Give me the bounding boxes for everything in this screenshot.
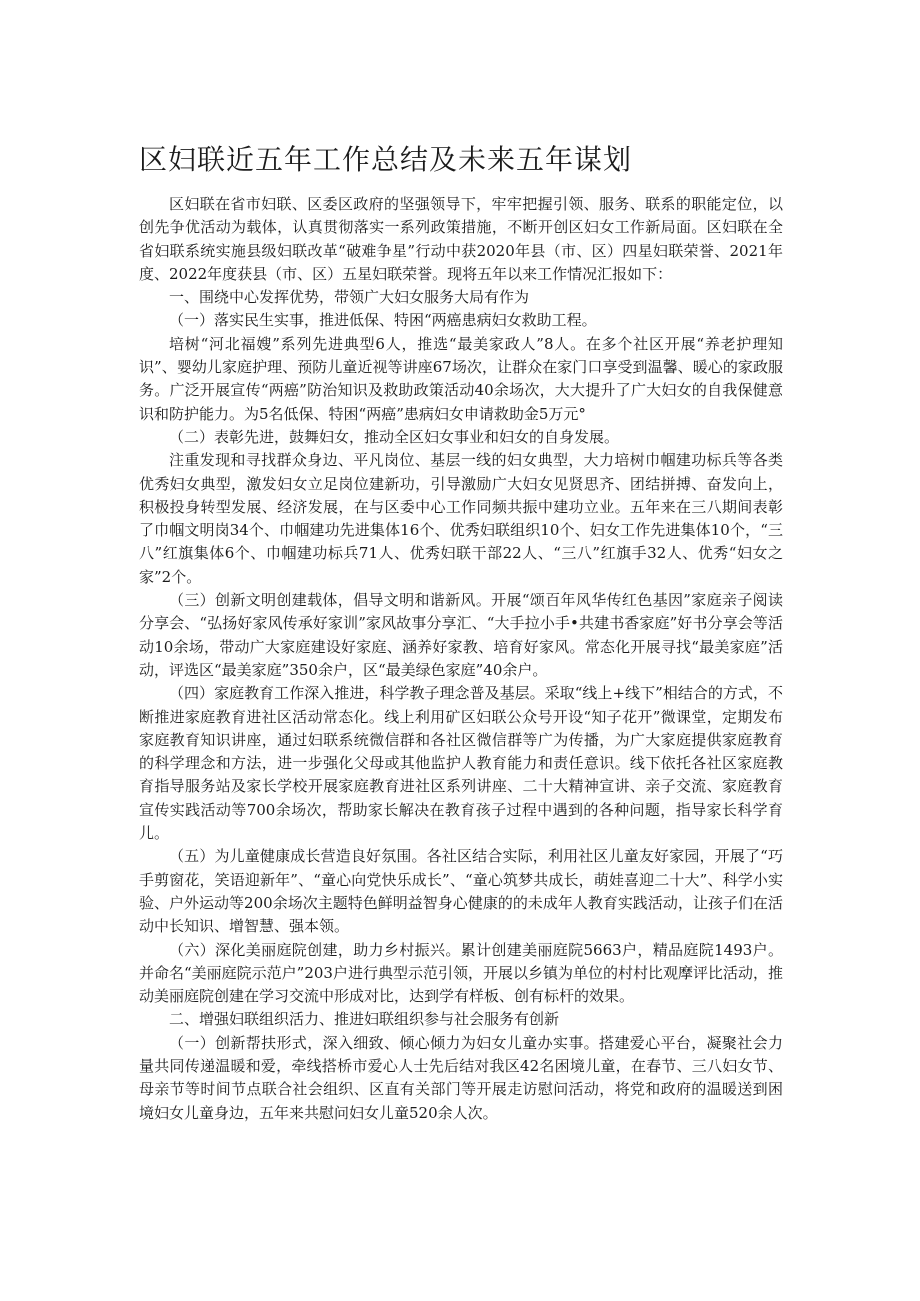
subsection-paragraph-1-4: （四）家庭教育工作深入推进，科学教子理念普及基层。采取“线上+线下”相结合的方式，不断推进家庭教育进社区活动常态化。线上利用矿区妇联公众号开设“知子花开”微课堂，定期发布家庭教育知识讲座，通过妇联系统微信群和各社区微信群等广为传播，为广大家庭提供家庭教育的科学理念和方法，进一步强化父母或其他监护人教育能力和责任意识。线下依托各社区家庭教育指导服务站及家长学校开展家庭教育进社区系列讲座、二十大精神宣讲、亲子交流、家庭教育宣传实践活动等700余场次，帮助家长解决在教育孩子过程中遇到的各种问题，指导家长科学育儿。	[139, 684, 783, 843]
subsection-paragraph-1-3: （三）创新文明创建载体，倡导文明和谐新风。开展“颂百年风华传红色基因”家庭亲子阅读分享会、“弘扬好家风传承好家训”家风故事分享汇、“大手拉小手•共建书香家庭”好书分享会等活动10余场，带动广大家庭建设好家庭、涵养好家教、培育好家风。常态化开展寻找“最美家庭”活动，评选区“最美家庭”350余户，区“最美绿色家庭”40余户。	[139, 591, 783, 679]
subsection-heading-1-1: （一）落实民生实事，推进低保、特困“两癌患病妇女救助工程。	[169, 311, 597, 330]
subsection-paragraph-1-6: （六）深化美丽庭院创建，助力乡村振兴。累计创建美丽庭院5663户，精品庭院1493户。并命名“美丽庭院示范户”203户进行典型示范引领，开展以乡镇为单位的村村比观摩评比活动，推动美丽庭院创建在学习交流中形成对比，达到学有样板、创有标杆的效果。	[139, 940, 783, 1006]
subsection-paragraph-2-1: （一）创新帮扶形式，深入细致、倾心倾力为妇女儿童办实事。搭建爱心平台，凝聚社会力量共同传递温暖和爱，牵线搭桥市爱心人士先后结对我区42名困境儿童，在春节、三八妇女节、母亲节等时间节点联合社会组织、区直有关部门等开展走访慰问活动，将党和政府的温暖送到困境妇女儿童身边，五年来共慰问妇女儿童520余人次。	[139, 1033, 783, 1122]
subsection-heading-1-2: （二）表彰先进，鼓舞妇女，推动全区妇女事业和妇女的自身发展。	[169, 427, 620, 446]
body-paragraph: 培树“河北福嫂”系列先进典型6人，推选“最美家政人”8人。在多个社区开展“养老护理知识”、婴幼儿家庭护理、预防儿童近视等讲座67场次，让群众在家门口享受到温馨、暖心的家政服务。广泛开展宣传“两癌”防治知识及救助政策活动40余场次，大大提升了广大妇女的自我保健意识和防护能力。为5名低保、特困“两癌”患病妇女申请救助金5万元°	[139, 334, 783, 423]
document-body	[139, 193, 783, 1125]
intro-paragraph: 区妇联在省市妇联、区委区政府的坚强领导下，牢牢把握引领、服务、联系的职能定位，以创先争优活动为载体，认真贯彻落实一系列政策措施，不断开创区妇女工作新局面。区妇联在全省妇联系统实施县级妇联改革“破难争星”行动中获2020年县（市、区）四星妇联荣誉、2021年度、2022年度获县（市、区）五星妇联荣誉。现将五年以来工作情况汇报如下：	[139, 195, 783, 283]
section-heading-1: 一、围绕中心发挥优势，带领广大妇女服务大局有作为	[169, 288, 530, 307]
body-paragraph: 注重发现和寻找群众身边、平凡岗位、基层一线的妇女典型，大力培树巾帼建功标兵等各类优秀妇女典型，激发妇女立足岗位建新功，引导激励广大妇女见贤思齐、团结拼搏、奋发向上，积极投身转型发展、经济发展，在与区委中心工作同频共振中建功立业。五年来在三八期间表彰了巾帼文明岗34个、巾帼建功先进集体16个、优秀妇联组织10个、妇女工作先进集体10个，“三八”红旗集体6个、巾帼建功标兵71人、优秀妇联干部22人、“三八”红旗手32人、优秀“妇女之家”2个。	[139, 451, 783, 586]
subsection-paragraph-1-5: （五）为儿童健康成长营造良好氛围。各社区结合实际，利用社区儿童友好家园，开展了“巧手剪窗花，笑语迎新年”、“童心向党快乐成长”、“童心筑梦共成长，萌娃喜迎二十大”、科学小实验、户外运动等200余场次主题特色鲜明益智身心健康的的未成年人教育实践活动，让孩子们在活动中长知识、增智慧、强本领。	[139, 847, 783, 936]
section-heading-2: 二、增强妇联组织活力、推进妇联组织参与社会服务有创新	[169, 1010, 560, 1029]
document-title: 区妇联近五年工作总结及未来五年谋划	[139, 143, 633, 176]
